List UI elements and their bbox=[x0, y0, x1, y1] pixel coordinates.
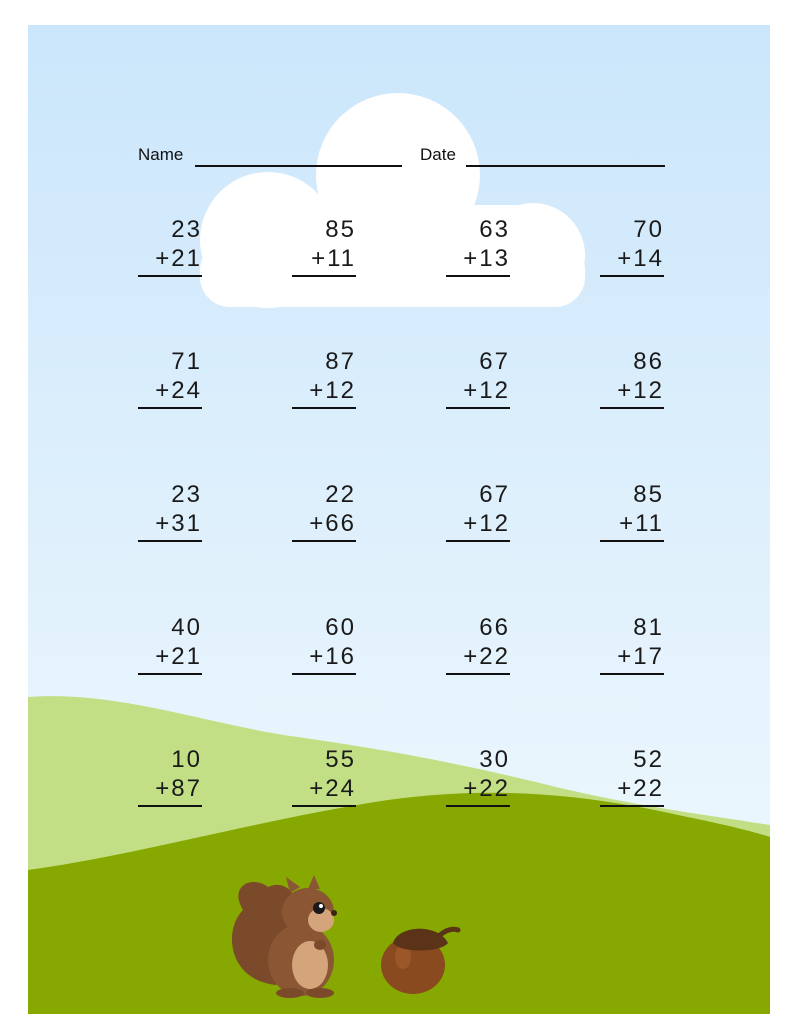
addend-top: 63 bbox=[479, 216, 510, 243]
addend-top: 67 bbox=[479, 481, 510, 508]
addend-top: 86 bbox=[633, 348, 664, 375]
addend-bottom: +87 bbox=[155, 775, 202, 802]
addend-top: 81 bbox=[633, 614, 664, 641]
addend-bottom: +22 bbox=[617, 775, 664, 802]
addend-top: 23 bbox=[171, 216, 202, 243]
addend-top: 10 bbox=[171, 746, 202, 773]
addend-bottom: +17 bbox=[617, 643, 664, 670]
addend-bottom: +66 bbox=[309, 510, 356, 537]
addend-top: 71 bbox=[171, 348, 202, 375]
addend-top: 22 bbox=[325, 481, 356, 508]
addend-top: 52 bbox=[633, 746, 664, 773]
addend-top: 60 bbox=[325, 614, 356, 641]
addend-bottom: +14 bbox=[617, 245, 664, 272]
addend-bottom: +31 bbox=[155, 510, 202, 537]
addend-top: 40 bbox=[171, 614, 202, 641]
squirrel-icon bbox=[232, 875, 337, 998]
addend-top: 67 bbox=[479, 348, 510, 375]
addend-bottom: +21 bbox=[155, 245, 202, 272]
date-label: Date bbox=[420, 145, 456, 164]
addend-bottom: +12 bbox=[309, 377, 356, 404]
addend-bottom: +12 bbox=[463, 377, 510, 404]
addend-top: 55 bbox=[325, 746, 356, 773]
addend-bottom: +13 bbox=[463, 245, 510, 272]
acorn-icon bbox=[381, 929, 458, 994]
addend-bottom: +12 bbox=[463, 510, 510, 537]
name-label: Name bbox=[138, 145, 184, 164]
addend-top: 85 bbox=[325, 216, 356, 243]
addend-top: 70 bbox=[633, 216, 664, 243]
addend-bottom: +11 bbox=[311, 245, 356, 272]
addend-top: 87 bbox=[325, 348, 356, 375]
addend-top: 66 bbox=[479, 614, 510, 641]
addend-top: 23 bbox=[171, 481, 202, 508]
addend-bottom: +22 bbox=[463, 775, 510, 802]
addend-bottom: +24 bbox=[309, 775, 356, 802]
addend-top: 85 bbox=[633, 481, 664, 508]
worksheet bbox=[28, 25, 770, 1014]
addend-bottom: +22 bbox=[463, 643, 510, 670]
addend-bottom: +11 bbox=[619, 510, 664, 537]
addend-bottom: +16 bbox=[309, 643, 356, 670]
addend-bottom: +21 bbox=[155, 643, 202, 670]
addend-bottom: +12 bbox=[617, 377, 664, 404]
addend-bottom: +24 bbox=[155, 377, 202, 404]
addend-top: 30 bbox=[479, 746, 510, 773]
squirrel-acorn-illustration bbox=[28, 25, 770, 1014]
